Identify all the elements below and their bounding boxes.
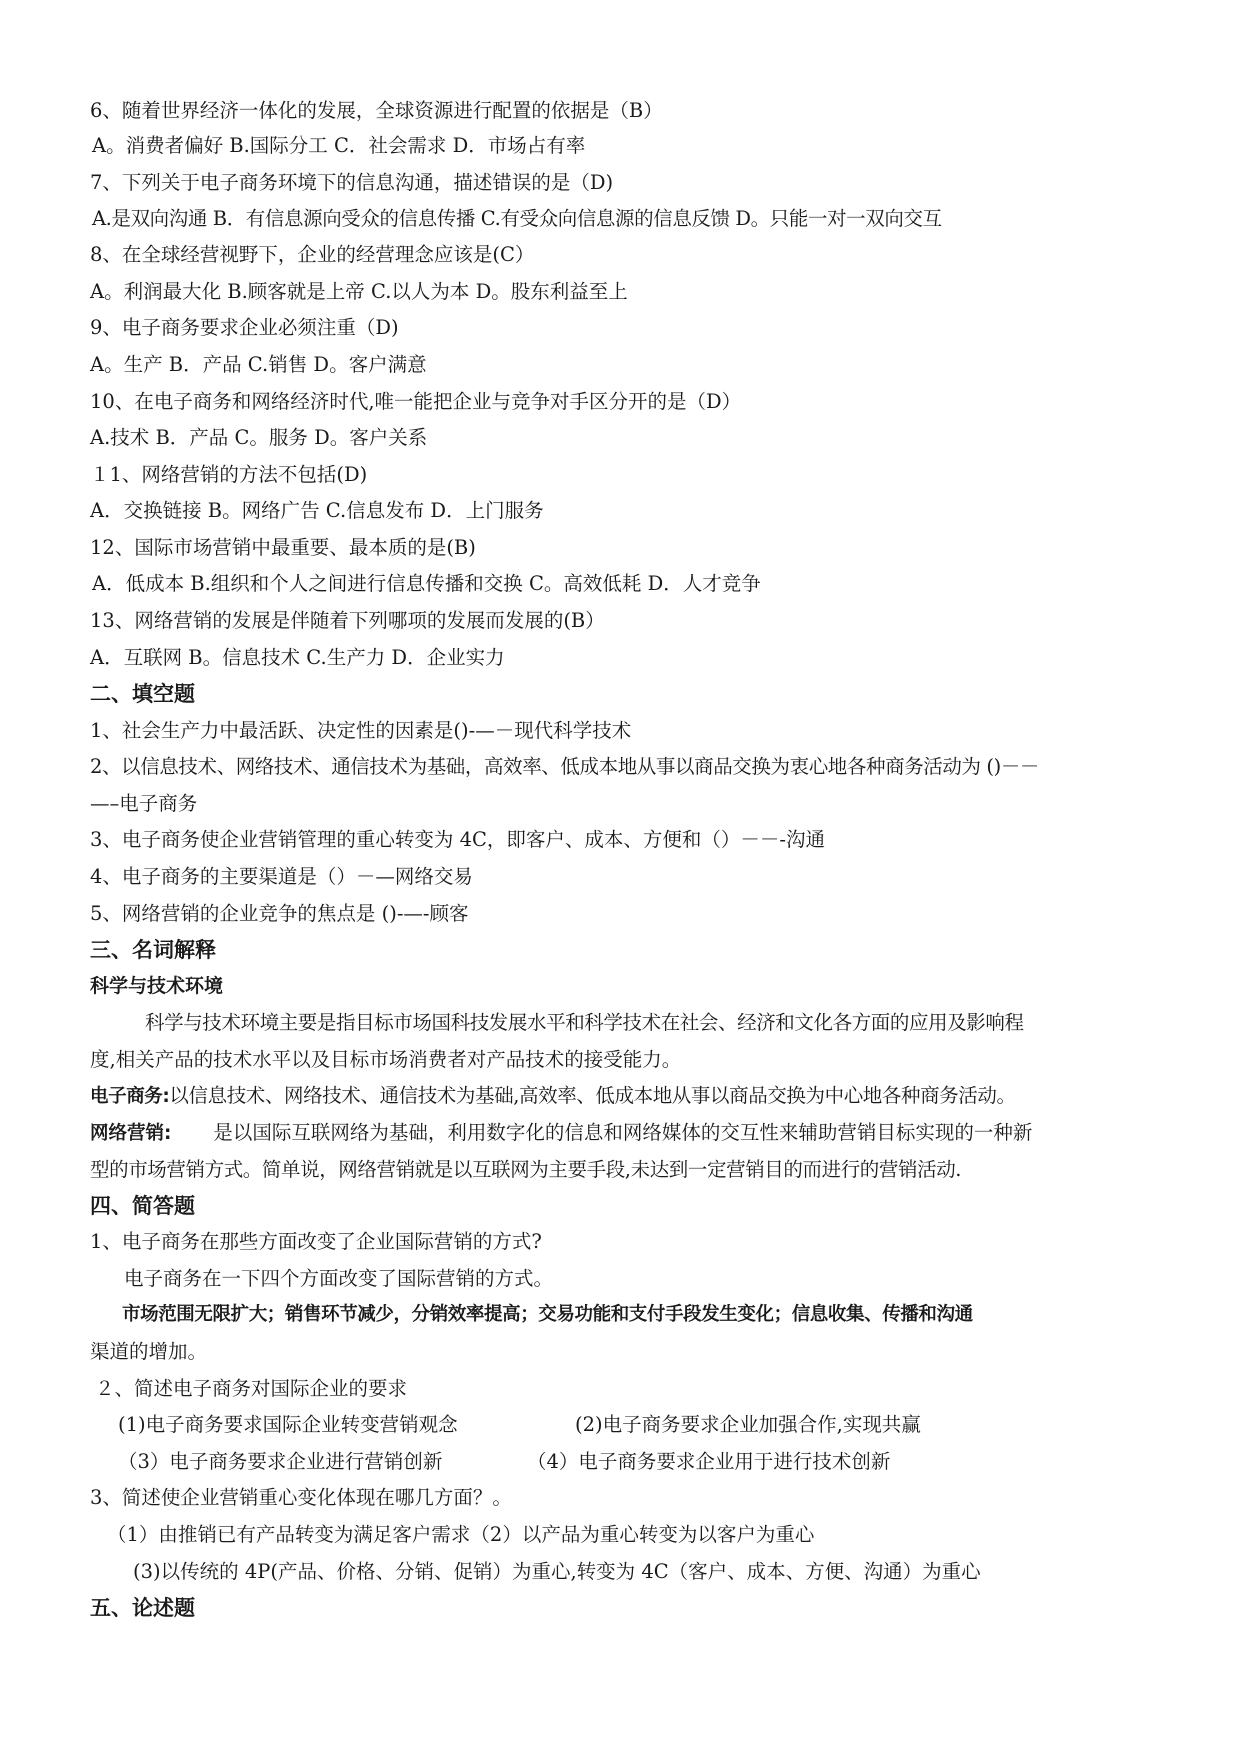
- term-1-definition: 科学与技术环境主要是指目标市场国科技发展水平和科学技术在社会、经济和文化各方面的应用及影响程: [145, 1011, 1024, 1034]
- short-answer-2-item-2: (2)电子商务要求企业加强合作,实现共赢: [575, 1413, 921, 1436]
- short-answer-3-line-1: （1）由推销已有产品转变为满足客户需求（2）以产品为重心转变为以客户为重心: [107, 1523, 815, 1546]
- section-heading-short-answer: 四、简答题: [90, 1194, 195, 1218]
- question-9: 9、电子商务要求企业必须注重（D): [90, 316, 399, 339]
- short-question-2: ２、简述电子商务对国际企业的要求: [95, 1377, 408, 1400]
- fill-item-5: 5、网络营销的企业竞争的焦点是 ()-—-顾客: [90, 902, 469, 925]
- question-6: 6、随着世界经济一体化的发展，全球资源进行配置的依据是（B）: [90, 99, 663, 122]
- section-heading-fill: 二、填空题: [90, 682, 195, 706]
- term-3-definition: 是以国际互联网络为基础，利用数字化的信息和网络媒体的交互性来辅助营销目标实现的一种新: [213, 1121, 1033, 1144]
- question-11-options: A．交换链接 B。网络广告 C.信息发布 D．上门服务: [90, 499, 544, 522]
- question-10: 10、在电子商务和网络经济时代,唯一能把企业与竞争对手区分开的是（D）: [90, 390, 742, 413]
- question-8: 8、在全球经营视野下，企业的经营理念应该是(C）: [90, 243, 535, 266]
- term-2-label: 电子商务:: [90, 1086, 170, 1107]
- short-question-1: 1、电子商务在那些方面改变了企业国际营销的方式?: [90, 1230, 542, 1253]
- term-3: [90, 1120, 1032, 1147]
- question-13-options: A．互联网 B。信息技术 C.生产力 D．企业实力: [90, 646, 505, 669]
- question-12-options: A．低成本 B.组织和个人之间进行信息传播和交换 C。高效低耗 D．人才竞争: [92, 572, 761, 595]
- question-6-options: A。消费者偏好 B.国际分工 C．社会需求 D．市场占有率: [92, 134, 586, 157]
- short-answer-2-item-1: (1)电子商务要求国际企业转变营销观念: [118, 1413, 458, 1436]
- fill-item-1: 1、社会生产力中最活跃、决定性的因素是()-—－现代科学技术: [90, 719, 632, 742]
- term-1-definition-cont: 度,相关产品的技术水平以及目标市场消费者对产品技术的接受能力。: [90, 1048, 682, 1071]
- short-answer-2-item-3: （3）电子商务要求企业进行营销创新: [118, 1450, 443, 1473]
- short-question-3: 3、简述使企业营销重心变化体现在哪几方面？。: [90, 1486, 512, 1509]
- fill-item-3: 3、电子商务使企业营销管理的重心转变为 4C，即客户、成本、方便和（）－－-沟通: [90, 828, 826, 851]
- short-answer-1-points: 市场范围无限扩大；销售环节减少，分销效率提高；交易功能和支付手段发生变化；信息收集、传播和沟通: [122, 1304, 973, 1325]
- question-7-options: A.是双向沟通 B．有信息源向受众的信息传播 C.有受众向信息源的信息反馈 D。只能一对一双向交互: [92, 207, 942, 230]
- term-3-definition-cont: 型的市场营销方式。简单说，网络营销就是以互联网为主要手段,未达到一定营销目的而进行的营销活动.: [90, 1158, 962, 1181]
- section-heading-terms: 三、名词解释: [90, 938, 216, 962]
- question-11: １1、网络营销的方法不包括(D): [90, 463, 368, 486]
- section-heading-essay: 五、论述题: [90, 1596, 195, 1620]
- short-answer-1-tail: 渠道的增加。: [90, 1340, 208, 1363]
- fill-item-2-cont: —–电子商务: [90, 792, 198, 815]
- term-2: [90, 1083, 1016, 1110]
- term-3-label: 网络营销:: [90, 1123, 172, 1144]
- question-7: 7、下列关于电子商务环境下的信息沟通，描述错误的是（D): [90, 171, 614, 194]
- question-9-options: A。生产 B．产品 C.销售 D。客户满意: [90, 353, 427, 376]
- question-12: 12、国际市场营销中最重要、最本质的是(B): [90, 536, 476, 559]
- question-10-options: A.技术 B．产品 C。服务 D。客户关系: [90, 426, 428, 449]
- term-2-definition: 以信息技术、网络技术、通信技术为基础,高效率、低成本地从事以商品交换为中心地各种商务活动。: [169, 1084, 1016, 1107]
- short-answer-1: 电子商务在一下四个方面改变了国际营销的方式。: [124, 1267, 554, 1290]
- short-answer-3-line-2: (3)以传统的 4P(产品、价格、分销、促销）为重心,转变为 4C（客户、成本、方便、沟通）为重心: [133, 1560, 981, 1583]
- fill-item-4: 4、电子商务的主要渠道是（）－—网络交易: [90, 865, 473, 888]
- question-13: 13、网络营销的发展是伴随着下列哪项的发展而发展的(B）: [90, 609, 605, 632]
- fill-item-2: 2、以信息技术、网络技术、通信技术为基础，高效率、低成本地从事以商品交换为衷心地各种商务活动为 ()－－: [90, 755, 1040, 778]
- short-answer-2-item-4: （4）电子商务要求企业用于进行技术创新: [527, 1450, 891, 1473]
- question-8-options: A。利润最大化 B.顾客就是上帝 C.以人为本 D。股东利益至上: [90, 280, 628, 303]
- term-1-title: 科学与技术环境: [90, 975, 224, 997]
